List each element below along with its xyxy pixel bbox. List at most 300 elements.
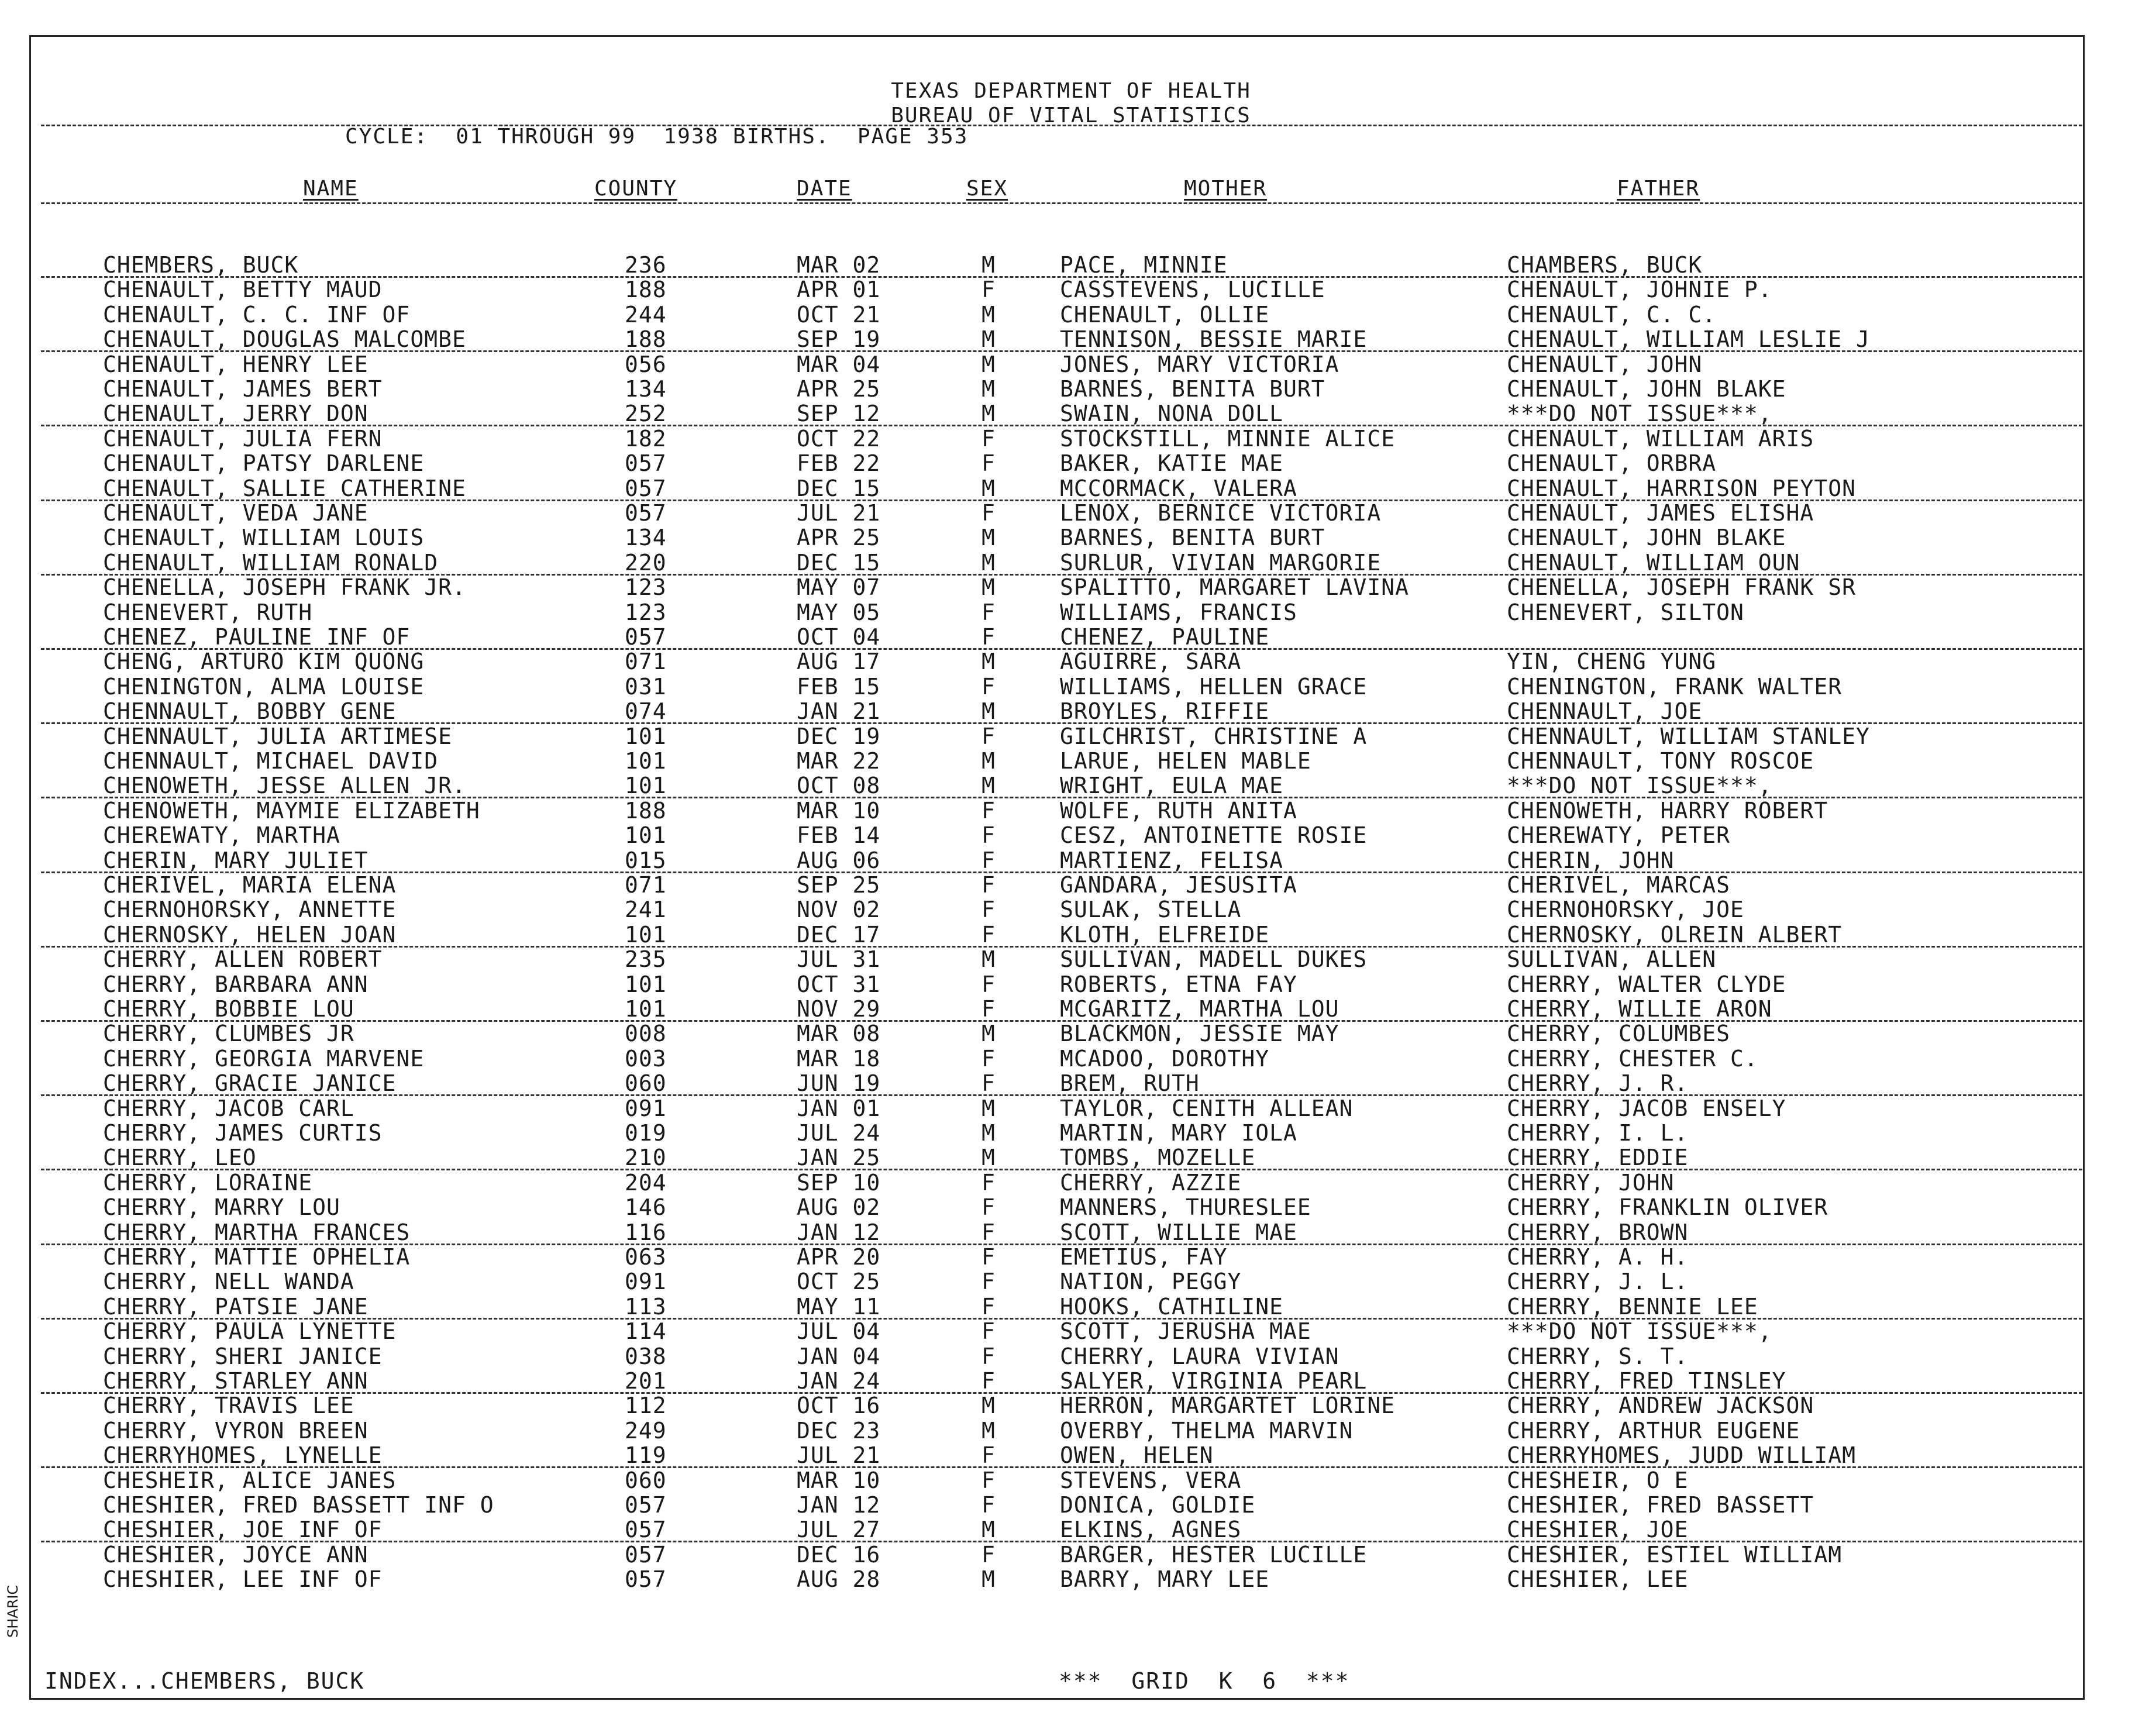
father-cell: CHERRY, WALTER CLYDE	[1507, 971, 1786, 997]
mother-cell: TENNISON, BESSIE MARIE	[1060, 326, 1368, 353]
date-cell: JUL 04	[797, 1318, 881, 1345]
name-cell: CHERRY, VYRON BREEN	[103, 1417, 369, 1444]
father-cell: CHENINGTON, FRANK WALTER	[1507, 673, 1843, 700]
column-header-sex: SEX	[966, 177, 1008, 201]
father-cell: YIN, CHENG YUNG	[1507, 649, 1717, 675]
sex-cell: F	[982, 1467, 996, 1493]
father-cell: CHESHIER, ESTIEL WILLIAM	[1507, 1541, 1843, 1568]
date-cell: JAN 24	[797, 1368, 881, 1394]
date-cell: MAR 08	[797, 1021, 881, 1047]
sex-cell: M	[982, 1021, 996, 1047]
sex-cell: M	[982, 574, 996, 601]
county-cell: 008	[625, 1021, 667, 1047]
date-cell: MAR 10	[797, 1467, 881, 1493]
mother-cell: WILLIAMS, HELLEN GRACE	[1060, 673, 1368, 700]
county-cell: 134	[625, 525, 667, 551]
sex-cell: F	[982, 822, 996, 849]
father-cell: CHENEVERT, SILTON	[1507, 599, 1744, 625]
name-cell: CHESHIER, FRED BASSETT INF O	[103, 1492, 494, 1518]
date-cell: FEB 15	[797, 673, 881, 700]
date-cell: OCT 31	[797, 971, 881, 997]
sex-cell: F	[982, 450, 996, 477]
county-cell: 101	[625, 748, 667, 774]
county-cell: 112	[625, 1393, 667, 1419]
mother-cell: OWEN, HELEN	[1060, 1442, 1214, 1469]
name-cell: CHENELLA, JOSEPH FRANK JR.	[103, 574, 466, 601]
county-cell: 101	[625, 773, 667, 799]
county-cell: 101	[625, 996, 667, 1022]
sex-cell: M	[982, 1120, 996, 1146]
county-cell: 188	[625, 326, 667, 353]
father-cell: CHERRY, JOHN	[1507, 1169, 1675, 1196]
mother-cell: MARTIN, MARY IOLA	[1060, 1120, 1297, 1146]
date-cell: OCT 04	[797, 624, 881, 650]
sex-cell: F	[982, 1343, 996, 1369]
father-cell: CHERIN, JOHN	[1507, 847, 1675, 873]
date-cell: SEP 10	[797, 1169, 881, 1196]
column-header-father: FATHER	[1617, 177, 1700, 201]
county-cell: 101	[625, 921, 667, 948]
sex-cell: F	[982, 277, 996, 303]
sex-cell: M	[982, 376, 996, 402]
date-cell: OCT 25	[797, 1269, 881, 1295]
sex-cell: M	[982, 649, 996, 675]
name-cell: CHENAULT, PATSY DARLENE	[103, 450, 425, 477]
county-cell: 060	[625, 1070, 667, 1097]
county-cell: 236	[625, 252, 667, 278]
date-cell: JUL 27	[797, 1517, 881, 1543]
county-cell: 101	[625, 971, 667, 997]
sex-cell: F	[982, 624, 996, 650]
name-cell: CHERIN, MARY JULIET	[103, 847, 369, 873]
sex-cell: F	[982, 1442, 996, 1469]
county-cell: 057	[625, 450, 667, 477]
sex-cell: F	[982, 847, 996, 873]
name-cell: CHERRY, CLUMBES JR	[103, 1021, 354, 1047]
county-cell: 057	[625, 1541, 667, 1568]
county-cell: 252	[625, 401, 667, 427]
date-cell: JAN 04	[797, 1343, 881, 1369]
father-cell: CHERRY, WILLIE ARON	[1507, 996, 1772, 1022]
father-cell: CHENAULT, JOHN BLAKE	[1507, 525, 1786, 551]
date-cell: SEP 19	[797, 326, 881, 353]
county-cell: 057	[625, 1517, 667, 1543]
mother-cell: MCGARITZ, MARTHA LOU	[1060, 996, 1339, 1022]
mother-cell: STOCKSTILL, MINNIE ALICE	[1060, 425, 1396, 452]
father-cell: ***DO NOT ISSUE***,	[1507, 401, 1772, 427]
father-cell: CHESHIER, FRED BASSETT	[1507, 1492, 1814, 1518]
county-cell: 031	[625, 673, 667, 700]
mother-cell: PACE, MINNIE	[1060, 252, 1228, 278]
sex-cell: F	[982, 897, 996, 923]
father-cell: CHERNOSKY, OLREIN ALBERT	[1507, 921, 1843, 948]
date-cell: OCT 16	[797, 1393, 881, 1419]
sex-cell: F	[982, 1045, 996, 1072]
mother-cell: HERRON, MARGARTET LORINE	[1060, 1393, 1396, 1419]
father-cell: ***DO NOT ISSUE***,	[1507, 773, 1772, 799]
name-cell: CHENAULT, WILLIAM RONALD	[103, 549, 439, 576]
name-cell: CHENNAULT, BOBBY GENE	[103, 698, 397, 725]
county-cell: 116	[625, 1219, 667, 1245]
mother-cell: SPALITTO, MARGARET LAVINA	[1060, 574, 1409, 601]
name-cell: CHENAULT, VEDA JANE	[103, 500, 369, 526]
mother-cell: WILLIAMS, FRANCIS	[1060, 599, 1297, 625]
column-header-name: NAME	[303, 177, 359, 201]
sex-cell: F	[982, 1269, 996, 1295]
sex-cell: M	[982, 1145, 996, 1171]
date-cell: MAR 10	[797, 797, 881, 824]
name-cell: CHEMBERS, BUCK	[103, 252, 299, 278]
mother-cell: TAYLOR, CENITH ALLEAN	[1060, 1095, 1354, 1121]
name-cell: CHENOWETH, JESSE ALLEN JR.	[103, 773, 466, 799]
father-cell: CHENAULT, JOHN	[1507, 351, 1703, 377]
sex-cell: F	[982, 1070, 996, 1097]
father-cell: CHESHIER, LEE	[1507, 1566, 1689, 1593]
sex-cell: M	[982, 1566, 996, 1593]
sex-cell: F	[982, 1368, 996, 1394]
mother-cell: CESZ, ANTOINETTE ROSIE	[1060, 822, 1368, 849]
sex-cell: F	[982, 673, 996, 700]
date-cell: DEC 15	[797, 549, 881, 576]
county-cell: 101	[625, 822, 667, 849]
name-cell: CHENAULT, WILLIAM LOUIS	[103, 525, 425, 551]
county-cell: 204	[625, 1169, 667, 1196]
name-cell: CHERRY, STARLEY ANN	[103, 1368, 369, 1394]
father-cell: CHERRY, FRED TINSLEY	[1507, 1368, 1786, 1394]
date-cell: APR 25	[797, 376, 881, 402]
county-cell: 057	[625, 1566, 667, 1593]
date-cell: MAR 04	[797, 351, 881, 377]
date-cell: AUG 02	[797, 1194, 881, 1221]
name-cell: CHERRY, BOBBIE LOU	[103, 996, 354, 1022]
date-cell: FEB 14	[797, 822, 881, 849]
name-cell: CHERRY, TRAVIS LEE	[103, 1393, 354, 1419]
date-cell: SEP 12	[797, 401, 881, 427]
name-cell: CHENNAULT, JULIA ARTIMESE	[103, 723, 452, 749]
mother-cell: KLOTH, ELFREIDE	[1060, 921, 1270, 948]
mother-cell: BARNES, BENITA BURT	[1060, 525, 1325, 551]
date-cell: DEC 23	[797, 1417, 881, 1444]
sex-cell: F	[982, 1169, 996, 1196]
date-cell: AUG 17	[797, 649, 881, 675]
mother-cell: BAKER, KATIE MAE	[1060, 450, 1284, 477]
name-cell: CHERRY, BARBARA ANN	[103, 971, 369, 997]
date-cell: JUL 21	[797, 500, 881, 526]
mother-cell: SULAK, STELLA	[1060, 897, 1242, 923]
county-cell: 019	[625, 1120, 667, 1146]
name-cell: CHERRY, JACOB CARL	[103, 1095, 354, 1121]
sex-cell: M	[982, 252, 996, 278]
mother-cell: CASSTEVENS, LUCILLE	[1060, 277, 1325, 303]
county-cell: 241	[625, 897, 667, 923]
sex-cell: M	[982, 475, 996, 501]
mother-cell: EMETIUS, FAY	[1060, 1244, 1228, 1270]
county-cell: 249	[625, 1417, 667, 1444]
mother-cell: BARGER, HESTER LUCILLE	[1060, 1541, 1368, 1568]
county-cell: 091	[625, 1269, 667, 1295]
header-bureau: BUREAU OF VITAL STATISTICS	[891, 104, 1251, 128]
footer-grid: *** GRID K 6 ***	[1059, 1668, 1350, 1694]
county-cell: 063	[625, 1244, 667, 1270]
sex-cell: M	[982, 401, 996, 427]
father-cell: CHERRY, J. L.	[1507, 1269, 1689, 1295]
father-cell: CHERNOHORSKY, JOE	[1507, 897, 1744, 923]
name-cell: CHERRYHOMES, LYNELLE	[103, 1442, 383, 1469]
father-cell: CHERRY, I. L.	[1507, 1120, 1689, 1146]
date-cell: MAR 18	[797, 1045, 881, 1072]
county-cell: 056	[625, 351, 667, 377]
county-cell: 057	[625, 500, 667, 526]
mother-cell: GILCHRIST, CHRISTINE A	[1060, 723, 1368, 749]
date-cell: NOV 02	[797, 897, 881, 923]
county-cell: 113	[625, 1293, 667, 1320]
date-cell: MAY 11	[797, 1293, 881, 1320]
county-cell: 114	[625, 1318, 667, 1345]
father-cell: CHERRY, CHESTER C.	[1507, 1045, 1758, 1072]
sex-cell: F	[982, 425, 996, 452]
date-cell: JUN 19	[797, 1070, 881, 1097]
mother-cell: HOOKS, CATHILINE	[1060, 1293, 1284, 1320]
mother-cell: JONES, MARY VICTORIA	[1060, 351, 1339, 377]
sex-cell: M	[982, 946, 996, 973]
sex-cell: M	[982, 1095, 996, 1121]
county-cell: 123	[625, 599, 667, 625]
sex-cell: M	[982, 698, 996, 725]
sex-cell: F	[982, 1194, 996, 1221]
date-cell: AUG 28	[797, 1566, 881, 1593]
sex-cell: F	[982, 599, 996, 625]
father-cell: CHENAULT, JOHNIE P.	[1507, 277, 1772, 303]
sex-cell: M	[982, 748, 996, 774]
name-cell: CHERRY, PAULA LYNETTE	[103, 1318, 397, 1345]
name-cell: CHENAULT, SALLIE CATHERINE	[103, 475, 466, 501]
county-cell: 235	[625, 946, 667, 973]
county-cell: 123	[625, 574, 667, 601]
county-cell: 071	[625, 872, 667, 898]
county-cell: 057	[625, 1492, 667, 1518]
county-cell: 091	[625, 1095, 667, 1121]
column-header-mother: MOTHER	[1184, 177, 1268, 201]
date-cell: MAY 05	[797, 599, 881, 625]
mother-cell: AGUIRRE, SARA	[1060, 649, 1242, 675]
name-cell: CHESHEIR, ALICE JANES	[103, 1467, 397, 1493]
mother-cell: BARRY, MARY LEE	[1060, 1566, 1270, 1593]
date-cell: JUL 21	[797, 1442, 881, 1469]
mother-cell: SALYER, VIRGINIA PEARL	[1060, 1368, 1368, 1394]
date-cell: JAN 25	[797, 1145, 881, 1171]
sex-cell: M	[982, 1393, 996, 1419]
father-cell: CHEREWATY, PETER	[1507, 822, 1731, 849]
county-cell: 101	[625, 723, 667, 749]
sex-cell: F	[982, 797, 996, 824]
column-header-date: DATE	[797, 177, 852, 201]
father-cell: CHENAULT, WILLIAM LESLIE J	[1507, 326, 1870, 353]
mother-cell: NATION, PEGGY	[1060, 1269, 1242, 1295]
sex-cell: M	[982, 549, 996, 576]
mother-cell: MARTIENZ, FELISA	[1060, 847, 1284, 873]
county-cell: 071	[625, 649, 667, 675]
header-department: TEXAS DEPARTMENT OF HEALTH	[891, 79, 1251, 103]
date-cell: DEC 15	[797, 475, 881, 501]
name-cell: CHEREWATY, MARTHA	[103, 822, 340, 849]
date-cell: OCT 08	[797, 773, 881, 799]
father-cell: CHERRY, BENNIE LEE	[1507, 1293, 1758, 1320]
date-cell: OCT 22	[797, 425, 881, 452]
sharic-stamp: SHARIC	[5, 1585, 21, 1638]
name-cell: CHENAULT, BETTY MAUD	[103, 277, 383, 303]
father-cell: CHENAULT, WILLIAM ARIS	[1507, 425, 1814, 452]
county-cell: 244	[625, 301, 667, 328]
name-cell: CHENINGTON, ALMA LOUISE	[103, 673, 425, 700]
father-cell: CHERRY, S. T.	[1507, 1343, 1689, 1369]
father-cell: CHERRY, J. R.	[1507, 1070, 1689, 1097]
father-cell: CHESHIER, JOE	[1507, 1517, 1689, 1543]
mother-cell: LARUE, HELEN MABLE	[1060, 748, 1311, 774]
father-cell: CHENAULT, JAMES ELISHA	[1507, 500, 1814, 526]
father-cell: CHERRY, ANDREW JACKSON	[1507, 1393, 1814, 1419]
father-cell: CHERIVEL, MARCAS	[1507, 872, 1731, 898]
county-cell: 119	[625, 1442, 667, 1469]
father-cell: CHENAULT, HARRISON PEYTON	[1507, 475, 1856, 501]
name-cell: CHENEVERT, RUTH	[103, 599, 313, 625]
name-cell: CHERIVEL, MARIA ELENA	[103, 872, 397, 898]
name-cell: CHENAULT, JAMES BERT	[103, 376, 383, 402]
mother-cell: MANNERS, THURESLEE	[1060, 1194, 1311, 1221]
date-cell: JUL 31	[797, 946, 881, 973]
date-cell: JUL 24	[797, 1120, 881, 1146]
county-cell: 074	[625, 698, 667, 725]
father-cell: CHERRY, FRANKLIN OLIVER	[1507, 1194, 1828, 1221]
name-cell: CHERNOHORSKY, ANNETTE	[103, 897, 397, 923]
name-cell: CHENAULT, JULIA FERN	[103, 425, 383, 452]
name-cell: CHESHIER, JOE INF OF	[103, 1517, 383, 1543]
father-cell: CHENOWETH, HARRY ROBERT	[1507, 797, 1828, 824]
sex-cell: F	[982, 921, 996, 948]
sex-cell: F	[982, 872, 996, 898]
date-cell: JAN 12	[797, 1219, 881, 1245]
mother-cell: BARNES, BENITA BURT	[1060, 376, 1325, 402]
mother-cell: SWAIN, NONA DOLL	[1060, 401, 1284, 427]
sex-cell: M	[982, 301, 996, 328]
mother-cell: MCCORMACK, VALERA	[1060, 475, 1297, 501]
mother-cell: OVERBY, THELMA MARVIN	[1060, 1417, 1354, 1444]
mother-cell: SULLIVAN, MADELL DUKES	[1060, 946, 1368, 973]
date-cell: MAY 07	[797, 574, 881, 601]
mother-cell: GANDARA, JESUSITA	[1060, 872, 1297, 898]
date-cell: APR 01	[797, 277, 881, 303]
father-cell: CHENAULT, WILLIAM OUN	[1507, 549, 1800, 576]
county-cell: 038	[625, 1343, 667, 1369]
divider	[41, 202, 2082, 204]
name-cell: CHERNOSKY, HELEN JOAN	[103, 921, 397, 948]
sex-cell: M	[982, 773, 996, 799]
sex-cell: F	[982, 971, 996, 997]
mother-cell: WOLFE, RUTH ANITA	[1060, 797, 1297, 824]
column-header-county: COUNTY	[594, 177, 678, 201]
name-cell: CHERRY, MATTIE OPHELIA	[103, 1244, 411, 1270]
county-cell: 015	[625, 847, 667, 873]
mother-cell: SCOTT, WILLIE MAE	[1060, 1219, 1297, 1245]
sex-cell: F	[982, 996, 996, 1022]
name-cell: CHESHIER, JOYCE ANN	[103, 1541, 369, 1568]
date-cell: APR 20	[797, 1244, 881, 1270]
sex-cell: M	[982, 525, 996, 551]
sex-cell: M	[982, 351, 996, 377]
father-cell: CHERRY, BROWN	[1507, 1219, 1689, 1245]
name-cell: CHERRY, SHERI JANICE	[103, 1343, 383, 1369]
mother-cell: CHENEZ, PAULINE	[1060, 624, 1270, 650]
name-cell: CHERRY, LEO	[103, 1145, 257, 1171]
name-cell: CHESHIER, LEE INF OF	[103, 1566, 383, 1593]
father-cell: CHERRY, A. H.	[1507, 1244, 1689, 1270]
county-cell: 210	[625, 1145, 667, 1171]
name-cell: CHENEZ, PAULINE INF OF	[103, 624, 411, 650]
father-cell: ***DO NOT ISSUE***,	[1507, 1318, 1772, 1345]
mother-cell: SCOTT, JERUSHA MAE	[1060, 1318, 1311, 1345]
date-cell: OCT 21	[797, 301, 881, 328]
mother-cell: MCADOO, DOROTHY	[1060, 1045, 1270, 1072]
date-cell: DEC 17	[797, 921, 881, 948]
date-cell: MAR 22	[797, 748, 881, 774]
father-cell: CHENNAULT, TONY ROSCOE	[1507, 748, 1814, 774]
name-cell: CHERRY, MARRY LOU	[103, 1194, 340, 1221]
mother-cell: LENOX, BERNICE VICTORIA	[1060, 500, 1382, 526]
date-cell: JAN 12	[797, 1492, 881, 1518]
father-cell: CHENELLA, JOSEPH FRANK SR	[1507, 574, 1856, 601]
mother-cell: BREM, RUTH	[1060, 1070, 1200, 1097]
father-cell: SULLIVAN, ALLEN	[1507, 946, 1717, 973]
father-cell: CHERRYHOMES, JUDD WILLIAM	[1507, 1442, 1856, 1469]
county-cell: 134	[625, 376, 667, 402]
name-cell: CHERRY, ALLEN ROBERT	[103, 946, 383, 973]
father-cell: CHENAULT, ORBRA	[1507, 450, 1717, 477]
mother-cell: CHERRY, LAURA VIVIAN	[1060, 1343, 1339, 1369]
name-cell: CHENAULT, JERRY DON	[103, 401, 369, 427]
sex-cell: F	[982, 500, 996, 526]
mother-cell: TOMBS, MOZELLE	[1060, 1145, 1256, 1171]
sex-cell: F	[982, 723, 996, 749]
footer-index: INDEX...CHEMBERS, BUCK	[44, 1668, 365, 1694]
name-cell: CHERRY, LORAINE	[103, 1169, 313, 1196]
date-cell: APR 25	[797, 525, 881, 551]
father-cell: CHERRY, ARTHUR EUGENE	[1507, 1417, 1800, 1444]
sex-cell: F	[982, 1244, 996, 1270]
date-cell: JAN 21	[797, 698, 881, 725]
date-cell: SEP 25	[797, 872, 881, 898]
county-cell: 003	[625, 1045, 667, 1072]
sex-cell: F	[982, 1318, 996, 1345]
mother-cell: CHERRY, AZZIE	[1060, 1169, 1242, 1196]
date-cell: FEB 22	[797, 450, 881, 477]
sex-cell: F	[982, 1219, 996, 1245]
date-cell: AUG 06	[797, 847, 881, 873]
county-cell: 057	[625, 624, 667, 650]
sex-cell: M	[982, 326, 996, 353]
name-cell: CHENNAULT, MICHAEL DAVID	[103, 748, 439, 774]
name-cell: CHENAULT, DOUGLAS MALCOMBE	[103, 326, 466, 353]
date-cell: DEC 16	[797, 1541, 881, 1568]
mother-cell: BLACKMON, JESSIE MAY	[1060, 1021, 1339, 1047]
father-cell: CHAMBERS, BUCK	[1507, 252, 1703, 278]
date-cell: NOV 29	[797, 996, 881, 1022]
mother-cell: CHENAULT, OLLIE	[1060, 301, 1270, 328]
father-cell: CHENAULT, JOHN BLAKE	[1507, 376, 1786, 402]
name-cell: CHERRY, PATSIE JANE	[103, 1293, 369, 1320]
divider	[41, 125, 2082, 126]
county-cell: 188	[625, 797, 667, 824]
name-cell: CHERRY, GEORGIA MARVENE	[103, 1045, 425, 1072]
mother-cell: BROYLES, RIFFIE	[1060, 698, 1270, 725]
